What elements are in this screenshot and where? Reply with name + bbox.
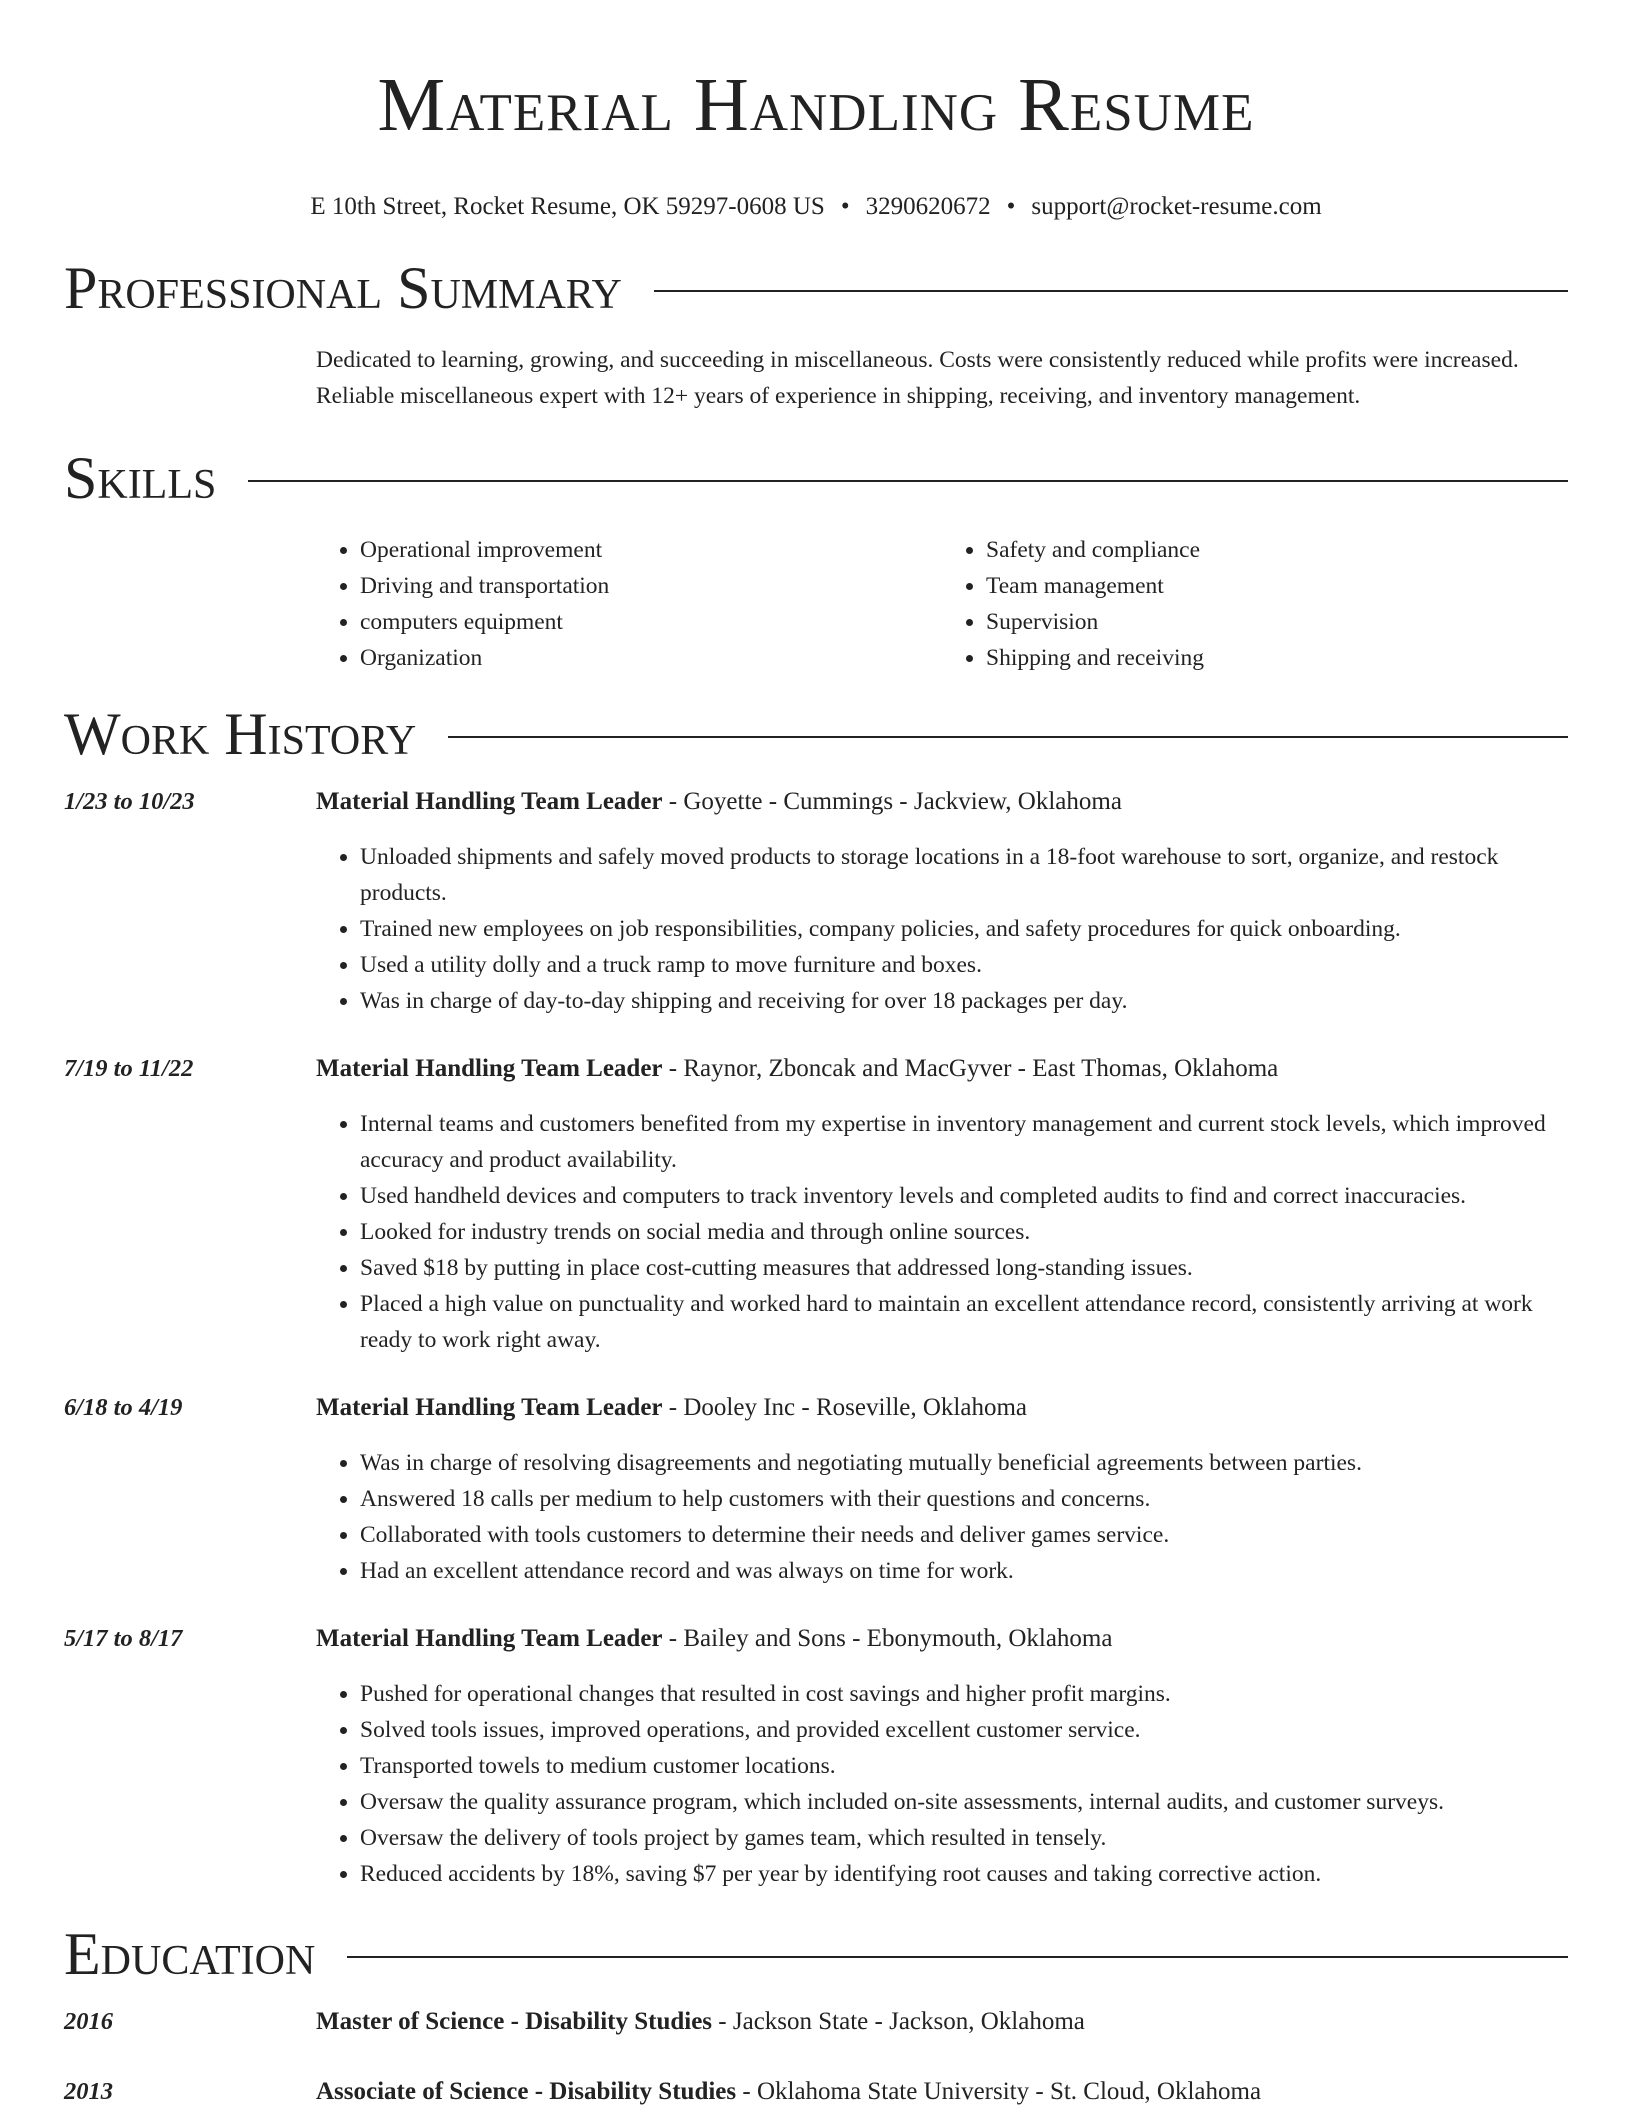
skill-item: • Safety and compliance — [986, 532, 1568, 568]
job-bullet: • Was in charge of resolving disagreements and negotiating mutually beneficial agreements between parties. — [360, 1445, 1568, 1481]
job-company: - Raynor, Zboncak and MacGyver - East Thomas, Oklahoma — [662, 1055, 1279, 1082]
job-title: Material Handling Team Leader — [316, 1394, 663, 1421]
job-heading — [316, 784, 1568, 820]
job-dates: 5/17 to 8/17 — [64, 1625, 183, 1652]
education-school: - Jackson State - Jackson, Oklahoma — [712, 2008, 1085, 2035]
education-heading-line — [316, 2074, 1568, 2110]
contact-separator: • — [1006, 193, 1016, 220]
job-body — [316, 1621, 1568, 1892]
job-bullets — [316, 839, 1568, 1019]
contact-address: E 10th Street, Rocket Resume, OK 59297-0608 US — [310, 193, 825, 220]
skill-item: • Organization — [360, 640, 942, 676]
skills-heading: Skills — [64, 445, 217, 511]
job-bullet: • Collaborated with tools customers to determine their needs and deliver games service. — [360, 1517, 1568, 1553]
education-entry — [64, 2074, 1568, 2110]
section-divider — [347, 1956, 1568, 1958]
job-body — [316, 1390, 1568, 1589]
education-heading-line — [316, 2004, 1568, 2040]
contact-separator: • — [840, 193, 850, 220]
job-bullet: • Oversaw the delivery of tools project by games team, which resulted in tensely. — [360, 1820, 1568, 1856]
job-title: Material Handling Team Leader — [316, 788, 663, 815]
section-divider — [654, 290, 1568, 292]
job-body — [316, 1051, 1568, 1358]
job-heading — [316, 1621, 1568, 1657]
skills-column-right — [942, 532, 1568, 676]
work-heading: Work History — [64, 701, 417, 767]
job-company: - Bailey and Sons - Ebonymouth, Oklahoma — [662, 1625, 1113, 1652]
job-company: - Goyette - Cummings - Jackview, Oklahoma — [662, 788, 1122, 815]
job-heading — [316, 1390, 1568, 1426]
job-heading — [316, 1051, 1568, 1087]
job-company: - Dooley Inc - Roseville, Oklahoma — [662, 1394, 1028, 1421]
education-degree: Master of Science - Disability Studies — [316, 2008, 713, 2035]
skill-item: • Shipping and receiving — [986, 640, 1568, 676]
job-bullet: • Used handheld devices and computers to track inventory levels and completed audits to find and correct inaccuracies. — [360, 1178, 1568, 1214]
job-dates: 1/23 to 10/23 — [64, 788, 195, 815]
job-bullet: • Trained new employees on job responsibilities, company policies, and safety procedures for quick onboarding. — [360, 911, 1568, 947]
job-bullet: • Looked for industry trends on social media and through online sources. — [360, 1214, 1568, 1250]
job-bullet: • Answered 18 calls per medium to help customers with their questions and concerns. — [360, 1481, 1568, 1517]
job-entry — [64, 784, 1568, 1019]
education-year: 2016 — [64, 2008, 113, 2035]
education-entry — [64, 2004, 1568, 2040]
work-section-header — [64, 700, 1568, 768]
skills-list — [64, 532, 1568, 676]
job-bullet: • Solved tools issues, improved operations, and provided excellent customer service. — [360, 1712, 1568, 1748]
job-bullet: • Was in charge of day-to-day shipping and receiving for over 18 packages per day. — [360, 983, 1568, 1019]
job-bullet: • Internal teams and customers benefited from my expertise in inventory management and current stock levels, which improved accuracy and product availability. — [360, 1106, 1568, 1178]
skill-item: • computers equipment — [360, 604, 942, 640]
job-bullets — [316, 1106, 1568, 1358]
summary-text: Dedicated to learning, growing, and succeeding in miscellaneous. Costs were consistently reduced while profits were increased. Reliable miscellaneous expert with 12+ years of experience in shipping, receiving, and inventory management. — [316, 347, 1519, 409]
education-school: - Oklahoma State University - St. Cloud, Oklahoma — [736, 2078, 1262, 2105]
job-title: Material Handling Team Leader — [316, 1625, 663, 1652]
job-bullet: • Had an excellent attendance record and was always on time for work. — [360, 1553, 1568, 1589]
job-bullet: • Unloaded shipments and safely moved products to storage locations in a 18-foot warehouse to sort, organize, and restock products. — [360, 839, 1568, 911]
job-entry — [64, 1621, 1568, 1892]
education-degree: Associate of Science - Disability Studies — [316, 2078, 737, 2105]
job-bullet: • Transported towels to medium customer locations. — [360, 1748, 1568, 1784]
education-section-header — [64, 1920, 1568, 1988]
job-dates: 6/18 to 4/19 — [64, 1394, 183, 1421]
section-divider — [448, 736, 1568, 738]
job-bullet: • Placed a high value on punctuality and worked hard to maintain an excellent attendance record, consistently arriving at work ready to work right away. — [360, 1286, 1568, 1358]
skill-item: • Driving and transportation — [360, 568, 942, 604]
summary-section-header — [64, 254, 1568, 322]
job-body — [316, 784, 1568, 1019]
job-bullet: • Pushed for operational changes that resulted in cost savings and higher profit margins. — [360, 1676, 1568, 1712]
contact-line — [64, 192, 1568, 222]
job-dates: 7/19 to 11/22 — [64, 1055, 194, 1082]
skill-item: • Supervision — [986, 604, 1568, 640]
summary-block — [64, 342, 1568, 414]
education-heading: Education — [64, 1921, 316, 1987]
job-entry — [64, 1051, 1568, 1358]
skills-column-left — [316, 532, 942, 676]
resume-title: Material Handling Resume — [377, 63, 1255, 147]
job-bullet: • Saved $18 by putting in place cost-cutting measures that addressed long-standing issues. — [360, 1250, 1568, 1286]
job-bullet: • Oversaw the quality assurance program, which included on-site assessments, internal audits, and customer surveys. — [360, 1784, 1568, 1820]
job-title: Material Handling Team Leader — [316, 1055, 663, 1082]
section-divider — [248, 480, 1568, 482]
skills-section-header — [64, 444, 1568, 512]
skill-item: • Team management — [986, 568, 1568, 604]
job-bullet: • Reduced accidents by 18%, saving $7 per year by identifying root causes and taking corrective action. — [360, 1856, 1568, 1892]
job-bullets — [316, 1676, 1568, 1892]
contact-phone: 3290620672 — [865, 193, 991, 220]
education-year: 2013 — [64, 2078, 113, 2105]
skill-item: • Operational improvement — [360, 532, 942, 568]
job-bullets — [316, 1445, 1568, 1589]
summary-heading: Professional Summary — [64, 255, 622, 321]
contact-email: support@rocket-resume.com — [1031, 193, 1322, 220]
job-bullet: • Used a utility dolly and a truck ramp to move furniture and boxes. — [360, 947, 1568, 983]
job-entry — [64, 1390, 1568, 1589]
